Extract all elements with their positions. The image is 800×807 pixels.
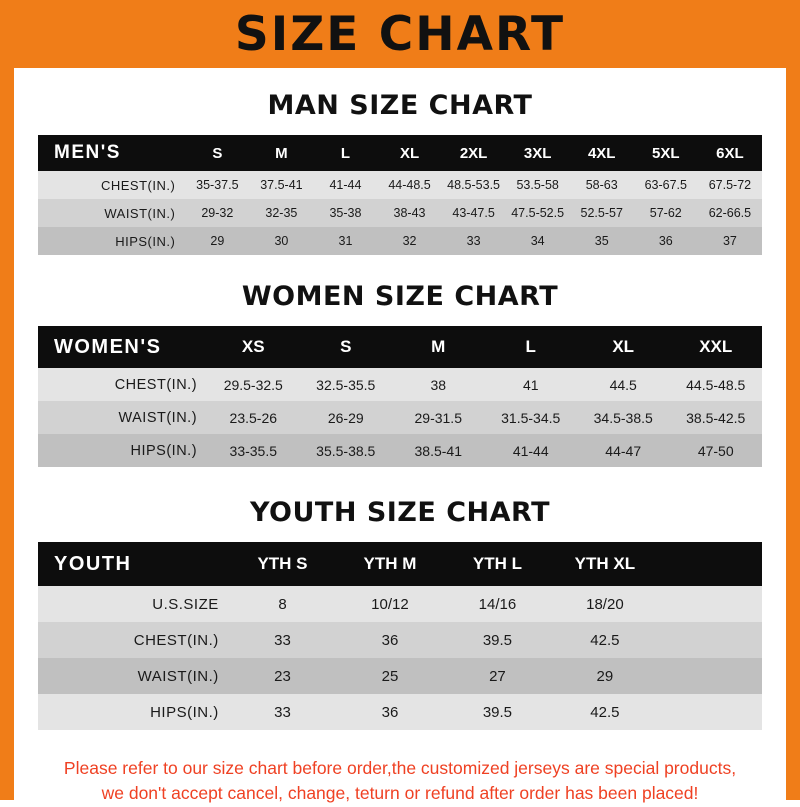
youth-cell-0-1: 10/12 [371,595,409,613]
women-section-title: WOMEN SIZE CHART [241,281,559,312]
youth-cell-3-0: 33 [274,703,291,721]
women-cell-0-3: 41 [522,376,539,393]
women-cell-2-4: 44-47 [605,442,642,459]
women-cell-0-5: 44.5-48.5 [686,376,746,393]
man-header-cell-1: S [212,144,223,162]
man-cell-2-8: 37 [722,234,737,248]
women-cell-0-4: 44.5 [609,376,637,393]
man-cell-1-1: 32-35 [265,206,298,220]
youth-cell-2-1: 25 [381,667,399,685]
women-row-0-label: CHEST(IN.) [114,376,198,393]
women-cell-1-2: 29-31.5 [414,409,462,426]
youth-row-0-spacer [659,586,762,622]
women-cell-1-4: 34.5-38.5 [593,409,653,426]
youth-cell-1-1: 36 [381,631,399,649]
youth-cell-1-2: 39.5 [482,631,513,649]
youth-header-spacer [659,542,762,586]
women-header-cell-6: XXL [699,337,733,356]
youth-header-cell-1: YTH S [257,554,308,573]
women-size-table [38,326,762,467]
man-row-2-label: HIPS(IN.) [115,233,176,249]
man-header-cell-5: 2XL [459,144,488,162]
women-cell-0-0: 29.5-32.5 [223,376,283,393]
youth-cell-2-2: 27 [489,667,506,685]
youth-cell-3-2: 39.5 [482,703,513,721]
man-header-cell-7: 4XL [587,144,616,162]
youth-cell-0-2: 14/16 [478,595,517,613]
man-cell-0-6: 58-63 [585,178,618,192]
man-size-table [38,135,762,255]
women-header-cell-5: XL [612,337,635,356]
man-cell-2-6: 35 [594,234,609,248]
table-row [38,622,762,658]
women-row-2-label: HIPS(IN.) [130,442,198,459]
women-header-cell-2: S [340,337,352,356]
youth-cell-2-0: 23 [274,667,291,685]
table-row [38,658,762,694]
youth-section-title: YOUTH SIZE CHART [249,497,551,528]
youth-cell-0-3: 18/20 [586,595,624,613]
man-cell-0-7: 63-67.5 [644,178,687,192]
women-header-row [38,326,762,368]
youth-row-0-label: U.S.SIZE [152,595,219,613]
women-table-body [38,368,762,467]
man-section-title: MAN SIZE CHART [267,90,533,121]
man-cell-2-7: 36 [658,234,673,248]
youth-row-3-label: HIPS(IN.) [150,703,219,721]
youth-cell-3-3: 42.5 [590,703,620,721]
youth-cell-0-0: 8 [278,595,287,613]
youth-row-3-spacer [659,694,762,730]
women-cell-2-2: 38.5-41 [414,442,462,459]
youth-header-cell-4: YTH XL [574,554,636,573]
man-header-cell-6: 3XL [523,144,552,162]
table-row [38,401,762,434]
man-cell-1-5: 47.5-52.5 [511,206,565,220]
man-row-0-label: CHEST(IN.) [100,177,176,193]
women-cell-2-0: 33-35.5 [229,442,278,459]
man-cell-2-2: 31 [338,234,353,248]
order-notice-line-2: we don't accept cancel, change, teturn or refund after order has been placed! [101,783,699,804]
order-notice-line-1: Please refer to our size chart before order,the customized jerseys are special products, [63,758,737,778]
man-cell-2-0: 29 [210,234,225,248]
man-header-cell-3: L [340,144,351,162]
man-cell-1-8: 62-66.5 [708,206,752,220]
man-cell-0-1: 37.5-41 [260,178,303,192]
man-cell-0-5: 53.5-58 [516,178,559,192]
man-cell-2-1: 30 [274,234,289,248]
man-table-body [38,171,762,255]
man-header-cell-4: XL [399,144,420,162]
women-header-cell-4: L [525,337,536,356]
man-header-cell-2: M [275,144,288,162]
man-row-1-label: WAIST(IN.) [104,205,176,221]
women-cell-2-5: 47-50 [697,442,734,459]
women-header-cell-1: XS [241,337,265,356]
man-cell-1-6: 52.5-57 [580,206,623,220]
youth-header-cell-3: YTH L [472,554,522,573]
women-cell-2-3: 41-44 [512,442,549,459]
table-row [38,199,762,227]
table-row [38,694,762,730]
content [14,90,786,807]
women-cell-0-1: 32.5-35.5 [316,376,376,393]
man-cell-0-4: 48.5-53.5 [447,178,500,192]
man-header-cell-9: 6XL [716,144,744,162]
man-cell-0-8: 67.5-72 [708,178,752,192]
youth-row-1-spacer [659,622,762,658]
women-row-1-label: WAIST(IN.) [118,409,198,426]
women-header-cell-0: WOMEN'S [54,335,162,358]
youth-header-cell-0: YOUTH [54,552,132,575]
order-notice [38,756,762,807]
youth-row-1-label: CHEST(IN.) [133,631,219,649]
women-cell-2-1: 35.5-38.5 [316,442,376,459]
banner-title: SIZE CHART [234,6,566,62]
women-header-cell-3: M [431,337,446,356]
man-cell-2-3: 32 [402,234,417,248]
man-cell-1-0: 29-32 [201,206,234,220]
man-cell-2-4: 33 [466,234,481,248]
banner [0,0,800,68]
man-cell-1-2: 35-38 [329,206,362,220]
table-row [38,368,762,401]
man-cell-0-3: 44-48.5 [388,178,431,192]
youth-row-2-label: WAIST(IN.) [137,667,219,685]
man-header-row [38,135,762,171]
women-cell-1-5: 38.5-42.5 [686,409,746,426]
man-table-head [38,135,762,171]
man-cell-0-0: 35-37.5 [196,178,239,192]
man-cell-2-5: 34 [530,234,545,248]
youth-table-body [38,586,762,730]
table-row [38,171,762,199]
man-cell-0-2: 41-44 [329,178,362,192]
table-row [38,434,762,467]
youth-cell-3-1: 36 [381,703,399,721]
youth-cell-1-3: 42.5 [590,631,620,649]
man-cell-1-3: 38-43 [393,206,426,220]
women-cell-1-3: 31.5-34.5 [501,409,561,426]
youth-table-head [38,542,762,586]
youth-size-table [38,542,762,730]
women-cell-1-1: 26-29 [327,409,364,426]
women-table-head [38,326,762,368]
youth-row-2-spacer [659,658,762,694]
youth-cell-2-3: 29 [596,667,614,685]
women-cell-1-0: 23.5-26 [229,409,278,426]
man-header-cell-0: MEN'S [54,142,121,163]
man-cell-1-4: 43-47.5 [452,206,495,220]
youth-cell-1-0: 33 [274,631,291,649]
women-cell-0-2: 38 [430,376,447,393]
table-row [38,227,762,255]
table-row [38,586,762,622]
youth-header-cell-2: YTH M [363,554,417,573]
man-header-cell-8: 5XL [652,144,680,162]
man-cell-1-7: 57-62 [649,206,682,220]
youth-header-row [38,542,762,586]
